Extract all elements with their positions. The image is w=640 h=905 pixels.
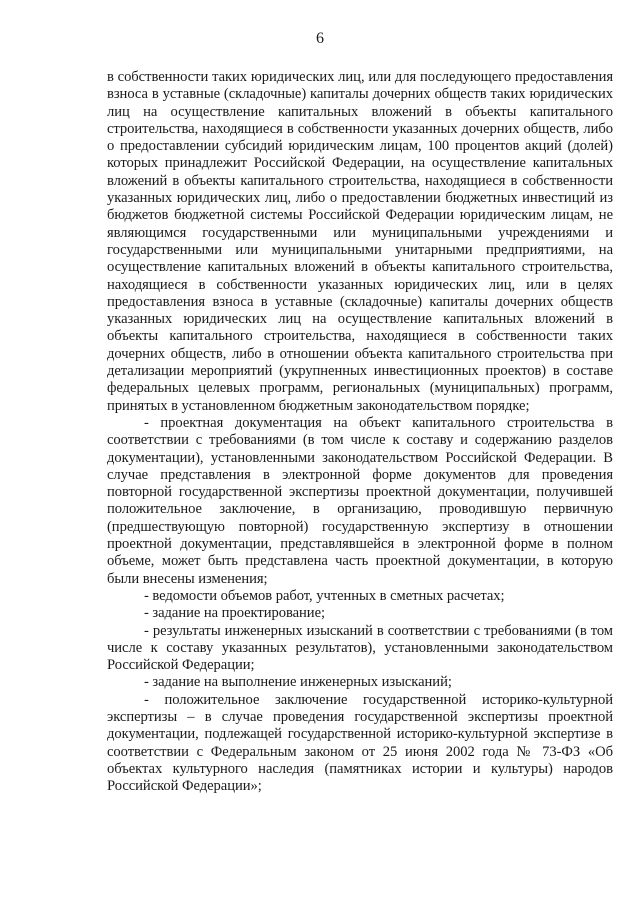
page-number: 6	[316, 30, 324, 47]
paragraph-project-documentation: - проектная документация на объект капитального строительства в соответствии с требованиями (в том числе к составу и содержанию разделов документации), установленными законодательством Российской Федерации. В случае представления в электронной форме документов для проведения повторной государственной экспертизы проектной документации, получившей положительное заключение, в организацию, проводившую первичную (предшествующую повторной) государственную экспертизу в отношении проектной документации, представлявшейся в электронной форме в полном объеме, может быть представлена часть проектной документации, в которую были внесены изменения;	[107, 414, 613, 587]
paragraph-survey-assignment: - задание на выполнение инженерных изысканий;	[144, 674, 452, 691]
paragraph-continuation: в собственности таких юридических лиц, или для последующего предоставления взноса в уставные (складочные) капиталы дочерних обществ таких юридических лиц на осуществление капитальных вложений в объекты капитального строительства, находящиеся в собственности указанных дочерних обществ, либо о предоставлении субсидий юридическим лицам, 100 процентов акций (долей) которых принадлежит Российской Федерации, на осуществление капитальных вложений в объекты капитального строительства, находящиеся в собственности указанных юридических лиц, либо о предоставлении бюджетных инвестиций из бюджетов бюджетной системы Российской Федерации юридическим лицам, не являющимся государственными или муниципальными учреждениями и государственными или муниципальными унитарными предприятиями, на осуществление капитальных вложений в объекты капитального строительства, находящиеся в собственности указанных юридических лиц, или в целях предоставления взноса в уставные (складочные) капиталы дочерних обществ указанных юридических лиц на осуществление капитальных вложений в объекты капитального строительства, находящиеся в собственности таких дочерних обществ, либо в отношении объекта капитального строительства при детализации мероприятий (укрупненных инвестиционных проектов) в составе федеральных целевых программ, региональных (муниципальных) программ, принятых в установленном бюджетным законодательством порядке;	[107, 69, 613, 414]
paragraph-cultural-expertise-conclusion: - положительное заключение государственной историко-культурной экспертизы – в случае проведения государственной экспертизы проектной документации, подлежащей государственной историко-культурной экспертизе в соответствии с Федеральным законом от 25 июня 2002 года № 73-ФЗ «Об объектах культурного наследия (памятниках истории и культуры) народов Российской Федерации»;	[107, 691, 613, 795]
document-body	[107, 69, 613, 795]
paragraph-work-volume-statements: - ведомости объемов работ, учтенных в сметных расчетах;	[144, 587, 505, 604]
paragraph-engineering-survey-results: - результаты инженерных изысканий в соответствии с требованиями (в том числе к составу указанных результатов), установленными законодательством Российской Федерации;	[107, 622, 613, 674]
paragraph-design-assignment: - задание на проектирование;	[144, 605, 326, 622]
